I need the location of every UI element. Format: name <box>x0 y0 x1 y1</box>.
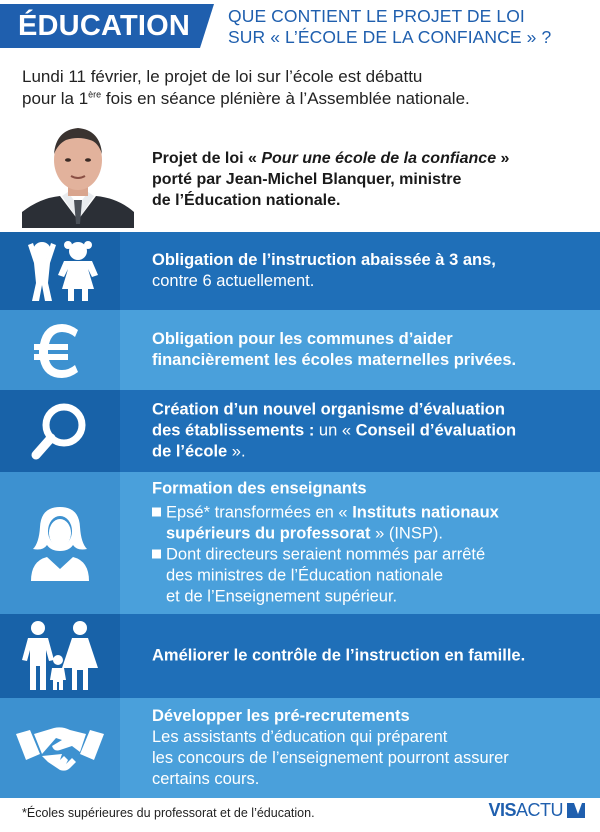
headline-line-1: QUE CONTIENT LE PROJET DE LOI <box>228 6 525 26</box>
handshake-icon <box>14 720 106 776</box>
footnote: *Écoles supérieures du professorat et de l’éducation. <box>22 806 315 820</box>
bullet-1-normal: Epsé* transformées en « <box>166 503 353 522</box>
measure-bullet-2 <box>152 545 586 566</box>
lead-superscript: ère <box>88 89 102 100</box>
measure-line-3: certains cours. <box>152 770 260 788</box>
lead-paragraph <box>22 66 592 110</box>
bill-line-3: de l’Éducation nationale. <box>152 192 341 209</box>
section-tag: ÉDUCATION <box>0 4 200 48</box>
bullet-2-line-3: et de l’Enseignement supérieur. <box>166 587 398 606</box>
measure-item <box>0 310 600 390</box>
bill-line-1 <box>152 148 582 169</box>
brand-mark-icon <box>566 800 586 820</box>
lead-text-b: fois en séance plénière à l’Assemblée nationale. <box>101 89 470 108</box>
measure-text <box>152 250 586 292</box>
bullet-square <box>152 550 161 559</box>
measure-item <box>0 472 600 614</box>
brand-text-a: VIS <box>488 799 516 820</box>
measure-normal: contre 6 actuellement. <box>152 272 315 290</box>
measure-bold-1: Obligation pour les communes d’aider <box>152 330 453 348</box>
measure-heading: Développer les pré-recrutements <box>152 707 410 725</box>
measure-normal-3: ». <box>227 442 246 461</box>
magnifier-icon <box>28 399 92 463</box>
lead-text-a: pour la 1 <box>22 89 89 108</box>
bullet-1-normal-2: » (INSP). <box>370 524 443 543</box>
children-icon <box>18 239 102 303</box>
section-tag-edge <box>200 4 214 48</box>
bullet-1-bold: Instituts nationaux <box>352 503 499 522</box>
measure-bullet-1-cont <box>152 524 586 545</box>
measure-item <box>0 614 600 698</box>
icon-cell <box>0 390 120 472</box>
icon-cell <box>0 310 120 390</box>
euro-icon <box>30 320 90 380</box>
bill-title: Pour une école de la confiance <box>261 150 497 167</box>
measure-bold-2: financièrement les écoles maternelles privées. <box>152 351 517 369</box>
headline-question <box>228 6 596 48</box>
lead-line-1: Lundi 11 février, le projet de loi sur l’école est débattu <box>22 67 423 86</box>
measure-bold: Améliorer le contrôle de l’instruction en famille. <box>152 646 526 665</box>
bullet-square <box>152 508 161 517</box>
measures-list <box>0 232 600 798</box>
measure-line-2 <box>152 421 586 442</box>
measure-item <box>0 232 600 310</box>
measure-item <box>0 390 600 472</box>
family-icon <box>18 620 102 692</box>
measure-line-3 <box>152 442 586 463</box>
measure-text <box>152 646 586 667</box>
bullet-2-line-2: des ministres de l’Éducation nationale <box>166 566 443 585</box>
measure-bold: Obligation de l’instruction abaissée à 3 ans, <box>152 251 496 269</box>
measure-normal-2: un « <box>318 421 356 440</box>
measure-heading: Formation des enseignants <box>152 479 367 498</box>
brand-text-b: ACTU <box>516 799 563 820</box>
icon-cell <box>0 232 120 310</box>
icon-cell <box>0 472 120 614</box>
measure-text <box>152 329 586 371</box>
measure-line-1: Les assistants d’éducation qui préparent <box>152 728 448 746</box>
icon-cell <box>0 698 120 798</box>
header <box>0 0 600 54</box>
measure-line-2: les concours de l’enseignement pourront assurer <box>152 749 509 767</box>
measure-bold-2b: Conseil d’évaluation <box>355 421 517 440</box>
bullet-1-bold-2: supérieurs du professorat <box>166 524 371 543</box>
brand-text <box>488 800 563 821</box>
minister-portrait <box>22 120 134 228</box>
portrait-illustration <box>22 120 134 228</box>
measure-bold-1: Création d’un nouvel organisme d’évaluation <box>152 400 505 419</box>
measure-text <box>152 400 586 463</box>
measure-text <box>152 706 586 790</box>
teacher-icon <box>25 505 95 581</box>
brand-logo <box>488 798 586 822</box>
bill-suffix: » <box>496 150 510 167</box>
lead-line-2 <box>22 88 592 110</box>
measure-bold-3: de l’école <box>152 442 228 461</box>
measure-bold-2a: des établissements : <box>152 421 319 440</box>
measure-text <box>152 479 586 608</box>
bill-line-2: porté par Jean-Michel Blanquer, ministre <box>152 171 462 188</box>
bill-prefix: Projet de loi « <box>152 150 262 167</box>
bill-description <box>152 148 582 211</box>
headline-line-2: SUR « L’ÉCOLE DE LA CONFIANCE » ? <box>228 27 552 47</box>
measure-bullet-1 <box>152 503 586 524</box>
bullet-2-line-1: Dont directeurs seraient nommés par arrêté <box>166 545 486 564</box>
measure-item <box>0 698 600 798</box>
icon-cell <box>0 614 120 698</box>
